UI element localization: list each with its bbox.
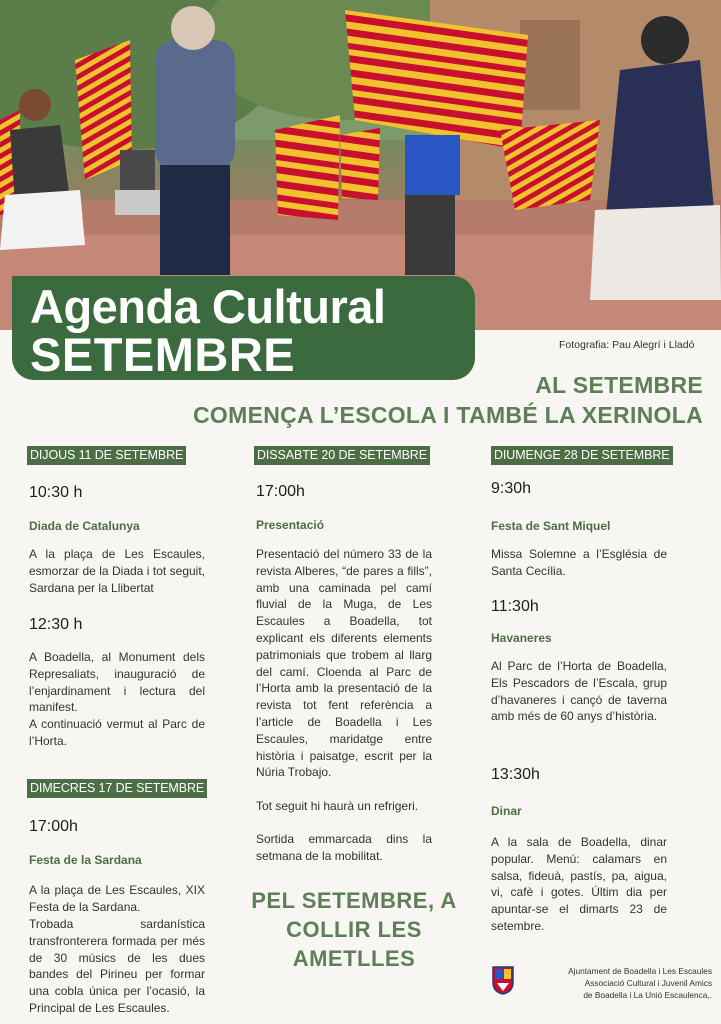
date-bar: DIJOUS 11 DE SETEMBRE — [27, 446, 186, 465]
event-time: 9:30h — [491, 480, 532, 497]
event-time: 17:00h — [256, 483, 305, 500]
event-name: Presentació — [256, 518, 325, 532]
event-name: Havaneres — [491, 631, 552, 645]
footer-line-3: de Boadella i La Unió Escaulenca,. — [583, 990, 712, 1000]
event-description: A la sala de Boadella, dinar popular. Menú: calamars en salsa, fideuà, pastís, pa, aigua, vi, cafè i gotes. Últim dia per apuntar-se el dimarts 23 de setembre. — [491, 835, 667, 933]
event-description-extra: Sortida emmarcada dins la setmana de la mobilitat. — [256, 832, 432, 863]
footer-line-2: Associació Cultural i Juvenil Amics — [584, 978, 712, 988]
event-description: Presentació del número 33 de la revista Alberes, “de pares a fills”, amb una caminada pel camí fluvial de la Muga, de Les Escaules a Boadella, tot explicant els diferents elements patrimonials que trobem al llarg del camí. Cloenda al Parc de l’Horta amb la presentació de la revista tot fent referència a l’article de Boadella i Les Escaules, maridatge entre història i paisatge, escrit per la Núria Trobajo. — [256, 547, 432, 780]
event-description: A la plaça de Les Escaules, XIX Festa de la Sardana. — [29, 883, 205, 914]
footer-line-1: Ajuntament de Boadella i Les Escaules — [568, 966, 712, 976]
date-bar: DISSABTE 20 DE SETEMBRE — [254, 446, 430, 465]
column-1 — [27, 446, 227, 1016]
title-line-1: Agenda Cultural — [30, 280, 386, 333]
event-description-extra: A continuació vermut al Parc de l’Horta. — [29, 717, 205, 748]
event-time: 12:30 h — [29, 616, 83, 633]
event-name: Festa de Sant Miquel — [491, 519, 611, 533]
event-time: 10:30 h — [29, 484, 83, 501]
title-box — [12, 276, 475, 380]
slogan: PEL SETEMBRE, A COLLIR LES AMETLLES — [251, 888, 457, 971]
date-bar: DIMECRES 17 DE SETEMBRE — [27, 779, 207, 798]
event-name: Festa de la Sardana — [29, 853, 142, 867]
event-description-extra: Trobada sardanística transfronterera formada per més de 30 músics de les dues bandes del Pirineu per formar una cobla única per l’ocasió, la Principal de Les Escaules. — [29, 917, 205, 1015]
date-bar: DIUMENGE 28 DE SETEMBRE — [491, 446, 673, 465]
event-description-extra: Tot seguit hi haurà un refrigeri. — [256, 799, 419, 813]
event-name: Diada de Catalunya — [29, 519, 140, 533]
event-time: 13:30h — [491, 766, 540, 783]
headline-line-2: COMENÇA L’ESCOLA I TAMBÉ LA XERINOLA — [193, 402, 703, 428]
column-3 — [491, 446, 697, 946]
event-description: A la plaça de Les Escaules, esmorzar de la Diada i tot seguit, Sardana per la Llibertat — [29, 547, 205, 595]
footer-text — [522, 965, 712, 1001]
event-time: 17:00h — [29, 818, 78, 835]
municipal-crest-icon — [492, 965, 514, 995]
photo-credit: Fotografia: Pau Alegrí i Lladó — [559, 339, 695, 351]
title-line-2: SETEMBRE — [30, 328, 296, 381]
event-description: Al Parc de l’Horta de Boadella, Els Pescadors de l’Escala, grup d’havaneres i cançó de taverna amb més de 60 anys d’història. — [491, 659, 667, 724]
event-description: Missa Solemne a l’Església de Santa Cecília. — [491, 547, 667, 578]
headline-line-1: AL SETEMBRE — [535, 372, 703, 398]
event-time: 11:30h — [491, 598, 539, 615]
event-description: A Boadella, al Monument dels Represaliats, inauguració de l’enjardinament i lectura del manifest. — [29, 650, 205, 715]
event-name: Dinar — [491, 804, 522, 818]
column-2 — [254, 446, 446, 886]
